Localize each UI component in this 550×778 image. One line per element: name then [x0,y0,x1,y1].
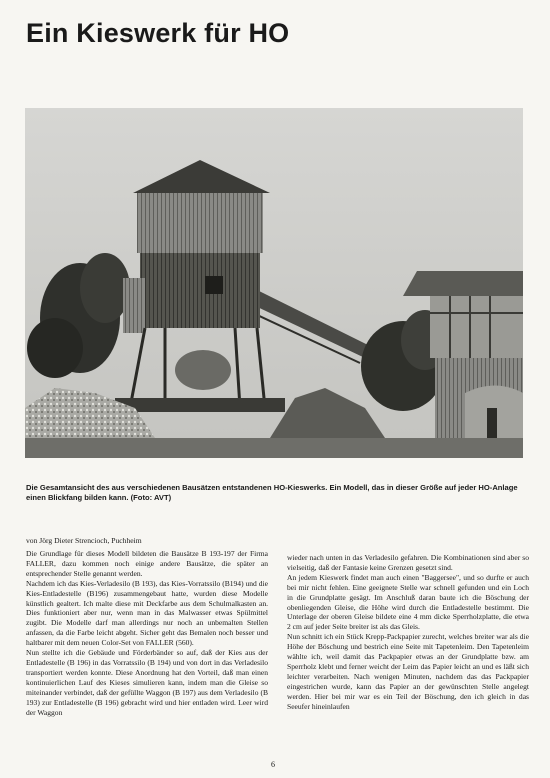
author-byline: von Jörg Dieter Strencioch, Puchheim [26,536,142,545]
paragraph: wieder nach unten in das Verladesilo gefahren. Die Kombinationen sind aber so vielseitig, daß der Fantasie keine Grenzen gesetzt sind. [287,553,529,572]
gravel-plant-photo [25,108,523,458]
paragraph: An jedem Kieswerk findet man auch einen "Baggersee", und so durfte er auch bei mir nicht fehlen. Eine geeignete Stelle war schnell gefunden und ein Loch in die Grundplatte gesägt. Im Anschluß daran baute ich die Böschung der obenliegenden Gleise, die Höhe wird durch die Entladestelle bestimmt. Die Unterlage der oberen Gleise bildete eine 4 mm dicke Sperrholzplatte, die etwa 2 cm auf jeder Seite breiter ist als das Gleis. [287,572,529,632]
paragraph: Nun stellte ich die Gebäude und Förderbänder so auf, daß der Kies aus der Entladestelle (B 196) in das Vorratssilo (B 194) und von dort in das Verladesilo transportiert werden konnte. Diese Anordnung hat den Vorteil, daß man einen kontinuierlichen Lauf des Kieses simulieren kann, indem man die Gleise so miteinander verbindet, daß der gefüllte Waggon (B 197) aus dem Verladesilo (B 193) zur Entladestelle (B 196) gebracht wird und hier entladen wird. Leer wird der Waggon [26,648,268,717]
article-title: Ein Kieswerk für HO [26,18,290,48]
photo-caption: Die Gesamtansicht des aus verschiedenen Bausätzen entstandenen HO-Kieswerks. Ein Modell, das in dieser Größe auf jeder HO-Anlage einen Blickfang bilden kann. (Foto: AVT) [26,483,518,503]
paragraph: Die Grundlage für dieses Modell bildeten die Bausätze B 193-197 der Firma FALLER, dazu kommen noch einige andere Bausätze, die später an entsprechender Stelle genannt werden. [26,549,268,578]
page-number: 6 [271,760,275,769]
paragraph: Nachdem ich das Kies-Verladesilo (B 193), das Kies-Vorratssilo (B194) und die Kies-Entladestelle (B196) zusammengebaut hatte, wurden diese Modelle künstlich gealtert. Ich malte diese mit Deckfarbe aus dem Schulmalkasten an. Dies funktioniert aber nur, wenn man in das Malwasser etwas Spülmittel zugibt. Die Modelle darf man allerdings nur noch an unbemalten Stellen anfassen, da die Farbe leicht abgeht. Sicher geht das Bemalen noch besser und haltbarer mit dem neuen Color-Set von FALLER (560). [26,578,268,648]
left-text-column [26,549,268,717]
paragraph: Nun schnitt ich ein Stück Krepp-Packpapier zurecht, welches breiter war als die Höhe der Böschung und bestrich eine Seite mit Tapetenleim. Den Tapetenleim wählte ich, weil damit das Packpapier etwas an der Grundplatte bzw. am Sperrholz klebt und ferner weicht der Leim das Papier leicht an und es läßt sich leichter verarbeiten. Nach wenigen Minuten, nachdem das das Packpapier eingestrichen wurde, kann das Papier an der gewünschten Stelle angelegt werden. Hier bei mir war es ein Teil der Böschung, den ich gleich in das Seeufer hineinlaufen [287,632,529,711]
right-text-column [287,553,529,712]
